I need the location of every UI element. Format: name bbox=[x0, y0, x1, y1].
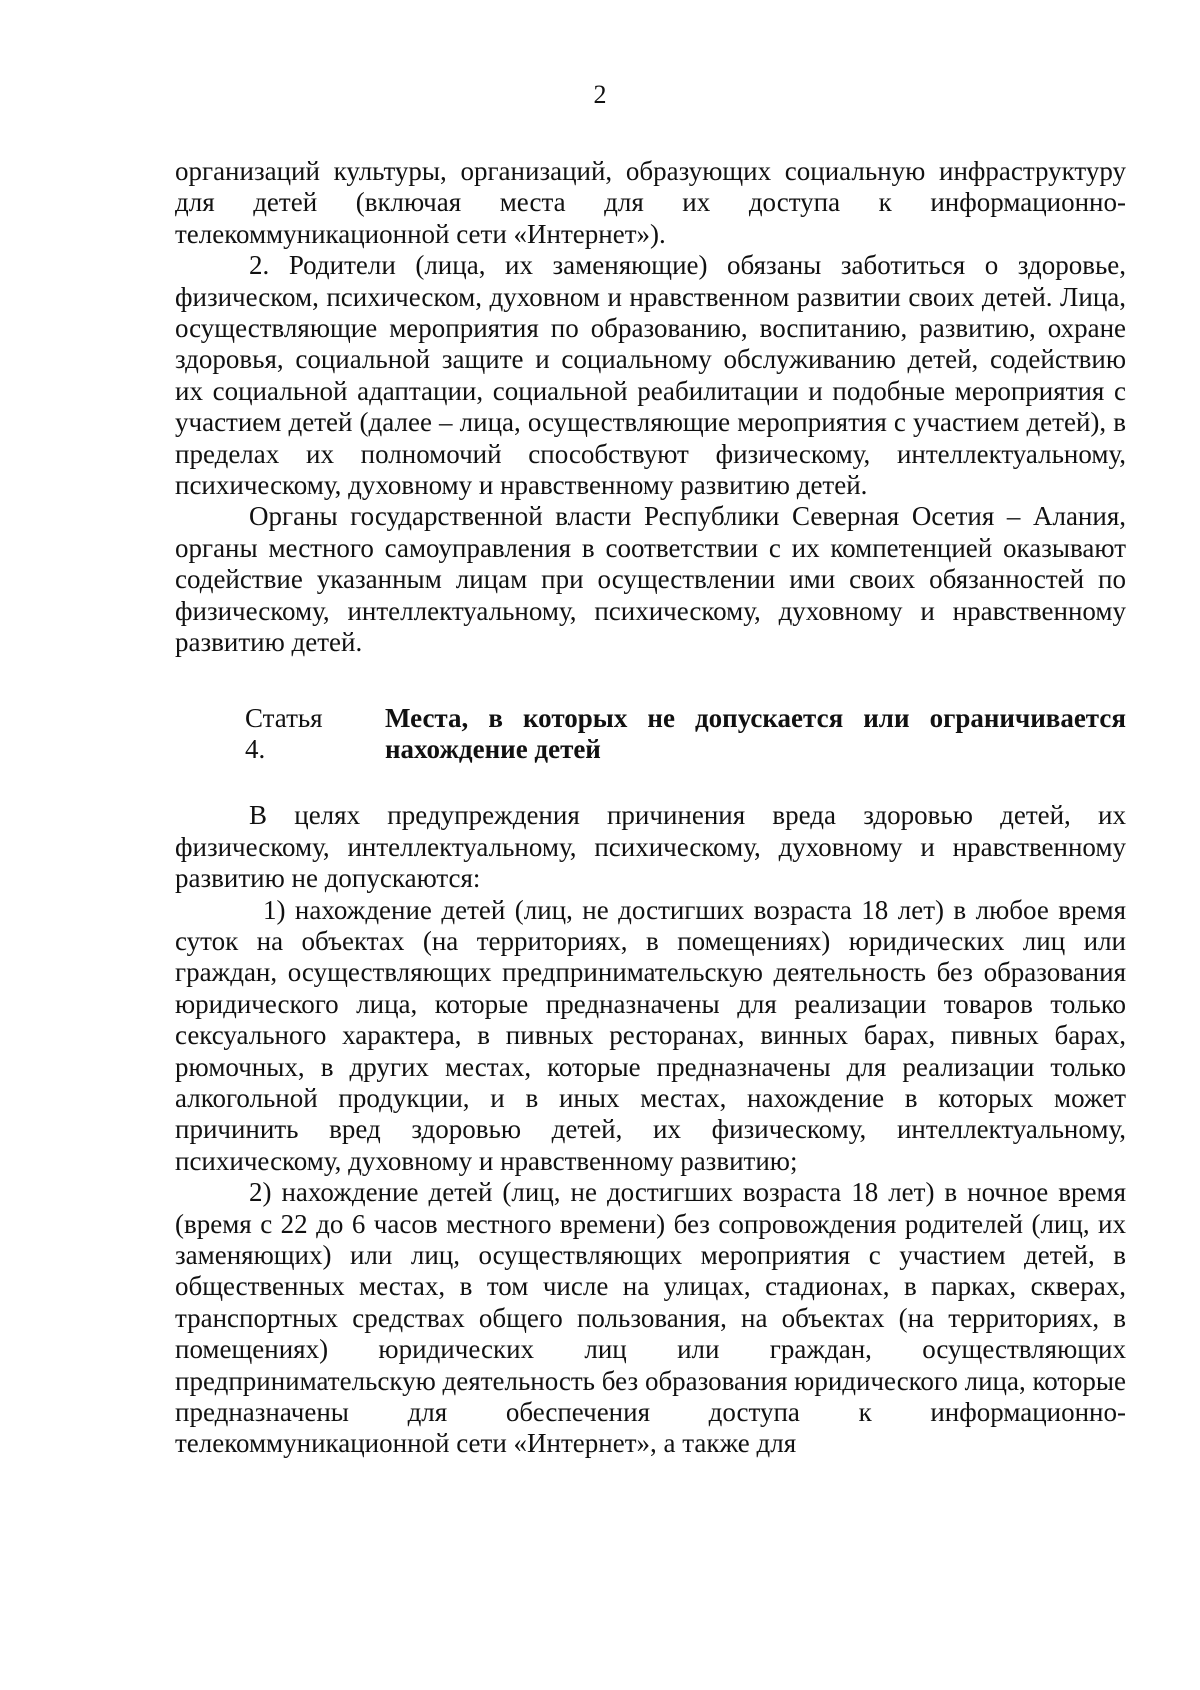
document-body bbox=[175, 156, 1126, 1460]
paragraph-parents-duties: 2. Родители (лица, их заменяющие) обязаны заботиться о здоровье, физическом, психическом, духовном и нравственном развитии своих детей. Лица, осуществляющие мероприятия по образованию, воспитанию, развитию, охране здоровья, социальной защите и социальному обслуживанию детей, содействию их социальной адаптации, социальной реабилитации и подобные мероприятия с участием детей (далее – лица, осуществляющие мероприятия с участием детей), в пределах их полномочий способствуют физическому, интеллектуальному, психическому, духовному и нравственному развитию детей. bbox=[175, 250, 1126, 501]
paragraph-continuation: организаций культуры, организаций, образующих социальную инфраструктуру для детей (включая места для их доступа к информационно-телекоммуникационной сети «Интернет»). bbox=[175, 156, 1126, 249]
article-item-1: 1) нахождение детей (лиц, не достигших возраста 18 лет) в любое время суток на объектах (на территориях, в помещениях) юридических лиц или граждан, осуществляющих предпринимательскую деятельность без образования юридического лица, которые предназначены для реализации товаров только сексуального характера, в пивных ресторанах, винных барах, пивных барах, рюмочных, в других местах, которые предназначены для реализации только алкогольной продукции, и в иных местах, нахождение в которых может причинить вред здоровью детей, их физическому, интеллектуальному, психическому, духовному и нравственному развитию; bbox=[175, 894, 1126, 1176]
article-number: Статья 4. bbox=[245, 702, 323, 764]
article-item-2: 2) нахождение детей (лиц, не достигших возраста 18 лет) в ночное время (время с 22 до 6 часов местного времени) без сопровождения родителей (лиц, их заменяющих) или лиц, осуществляющих мероприятия с участием детей, в общественных местах, в том числе на улицах, стадионах, в парках, скверах, транспортных средствах общего пользования, на объектах (на территориях, в помещениях) юридических лиц или граждан, осуществляющих предпринимательскую деятельность без образования юридического лица, которые предназначены для обеспечения доступа к информационно-телекоммуникационной сети «Интернет», а также для bbox=[175, 1177, 1126, 1459]
page-number: 2 bbox=[593, 80, 607, 109]
article-intro: В целях предупреждения причинения вреда здоровью детей, их физическому, интеллектуальному, психическому, духовному и нравственному развитию не допускаются: bbox=[175, 800, 1126, 894]
article-title: Места, в которых не допускается или ограничивается нахождение детей bbox=[385, 702, 1126, 764]
article-heading bbox=[175, 703, 1126, 766]
paragraph-government-bodies: Органы государственной власти Республики Северная Осетия – Алания, органы местного самоуправления в соответствии с их компетенцией оказывают содействие указанным лицам при осуществлении ими своих обязанностей по физическому, интеллектуальному, психическому, духовному и нравственному развитию детей. bbox=[175, 501, 1126, 658]
